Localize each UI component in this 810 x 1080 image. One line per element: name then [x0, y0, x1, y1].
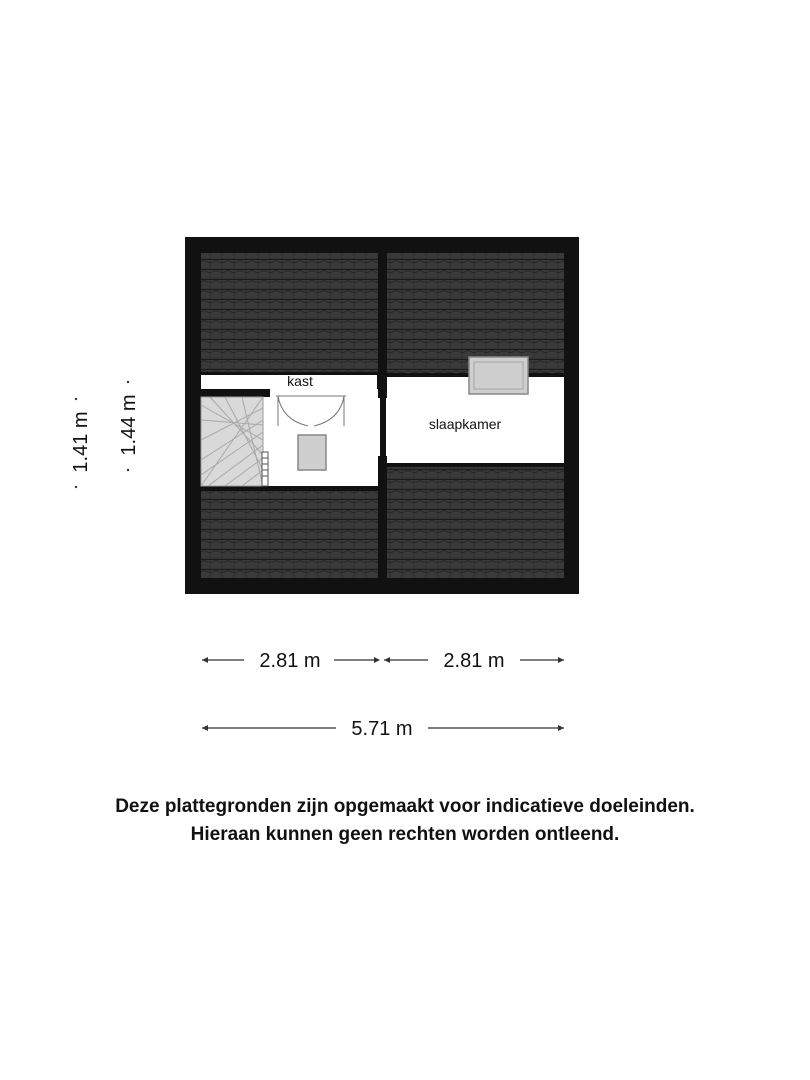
disclaimer-line-2: Hieraan kunnen geen rechten worden ontleend.: [190, 824, 620, 845]
staircase: [201, 397, 268, 486]
roof-top-left: [201, 253, 378, 372]
roof-window-slaapkamer: [469, 357, 528, 394]
wall-kast-bottom: [201, 389, 269, 397]
dim-height-right-label: 1.44 m: [118, 394, 140, 456]
wall-center-upper: [378, 253, 387, 398]
disclaimer: [0, 793, 810, 849]
dim-height-left-label: 1.41 m: [70, 411, 92, 473]
wall-center-stub: [378, 456, 387, 466]
disclaimer-line-1: Deze plattegronden zijn opgemaakt voor indicatieve doeleinden.: [115, 796, 695, 817]
roof-top-right: [387, 253, 564, 373]
room-label-kast: kast: [287, 373, 313, 389]
dim-width-left-label: 2.81 m: [259, 650, 321, 672]
roof-bottom-left: [201, 491, 378, 578]
wall-center-lower: [378, 456, 387, 578]
dim-height-right: [118, 381, 140, 471]
roof-bottom-right: [387, 467, 564, 578]
roof-window-landing: [298, 435, 326, 470]
dim-width-total-label: 5.71 m: [351, 718, 413, 740]
dim-width-right-label: 2.81 m: [443, 650, 505, 672]
room-label-slaapkamer: slaapkamer: [428, 416, 502, 432]
dim-height-left: [70, 398, 92, 488]
wall-landing-bottom: [201, 486, 378, 491]
